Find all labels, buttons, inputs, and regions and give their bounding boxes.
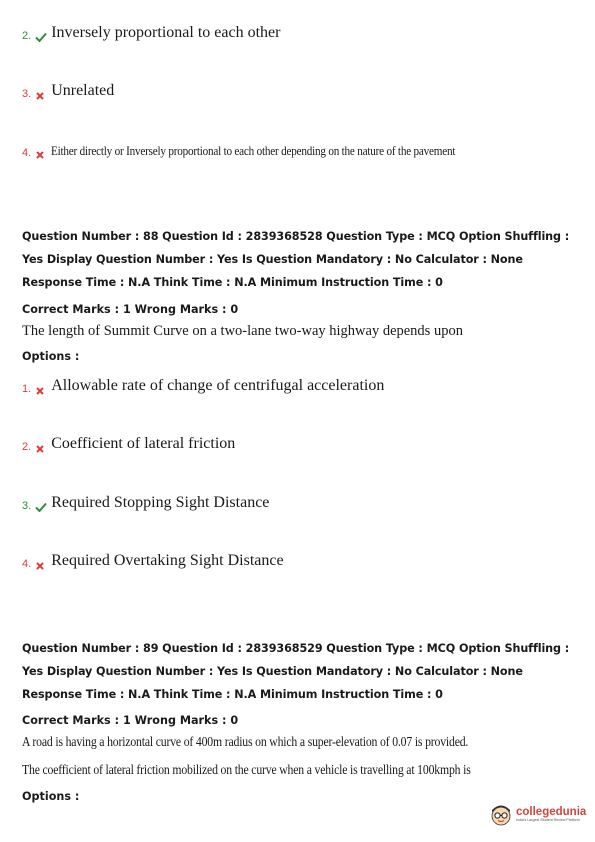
option-number: 4. xyxy=(22,147,32,159)
question-89-text-line-2: The coefficient of lateral friction mobilized on the curve when a vehicle is travelling at 100kmph is xyxy=(22,762,471,777)
q88-option-3 xyxy=(22,494,269,512)
logo-tagline: India's Largest Student Review Platform xyxy=(516,818,580,822)
question-89-meta: Question Number : 89 Question Id : 2839368529 Question Type : MCQ Option Shuffling : Yes Display Question Number : Yes Is Question Mandatory : No Calculator : None Response Time : N.A Think Time : N.A Minimum Instruction Time : 0 xyxy=(22,642,570,701)
cross-icon xyxy=(35,148,47,159)
q88-option-1 xyxy=(22,377,384,395)
option-text: Either directly or Inversely proportional to each other depending on the nature of the pavement xyxy=(51,143,456,158)
option-number: 2. xyxy=(22,30,32,42)
option-number: 2. xyxy=(22,441,32,453)
collegedunia-logo xyxy=(489,800,589,830)
question-88-text: The length of Summit Curve on a two-lane two-way highway depends upon xyxy=(22,323,463,339)
question-89-text-line-1: A road is having a horizontal curve of 400m radius on which a super-elevation of 0.07 is provided. xyxy=(22,734,469,749)
mascot-icon xyxy=(489,802,513,828)
cross-icon xyxy=(35,384,47,395)
cross-icon xyxy=(35,559,47,570)
prev-option-2 xyxy=(22,24,280,42)
option-text: Required Stopping Sight Distance xyxy=(51,494,270,511)
option-text: Required Overtaking Sight Distance xyxy=(51,552,284,569)
option-text: Inversely proportional to each other xyxy=(51,24,281,41)
check-icon xyxy=(35,501,47,512)
logo-brand-text: collegedunia xyxy=(516,806,587,818)
prev-option-3 xyxy=(22,82,114,100)
prev-option-4 xyxy=(22,143,521,159)
cross-icon xyxy=(35,442,47,453)
question-88-options-label: Options : xyxy=(22,350,80,363)
question-88-meta: Question Number : 88 Question Id : 2839368528 Question Type : MCQ Option Shuffling : Yes Display Question Number : Yes Is Question Mandatory : No Calculator : None Response Time : N.A Think Time : N.A Minimum Instruction Time : 0 xyxy=(22,230,570,289)
option-number: 3. xyxy=(22,500,32,512)
check-icon xyxy=(35,31,47,42)
option-number: 1. xyxy=(22,383,32,395)
option-number: 3. xyxy=(22,88,32,100)
question-89-marks: Correct Marks : 1 Wrong Marks : 0 xyxy=(22,714,239,727)
option-number: 4. xyxy=(22,558,32,570)
option-text: Coefficient of lateral friction xyxy=(51,435,236,452)
option-text: Allowable rate of change of centrifugal acceleration xyxy=(51,377,385,394)
q88-option-4 xyxy=(22,552,284,570)
q88-option-2 xyxy=(22,435,235,453)
option-text: Unrelated xyxy=(51,82,115,99)
question-88-marks: Correct Marks : 1 Wrong Marks : 0 xyxy=(22,303,239,316)
question-89-options-label: Options : xyxy=(22,790,80,803)
cross-icon xyxy=(35,89,47,100)
